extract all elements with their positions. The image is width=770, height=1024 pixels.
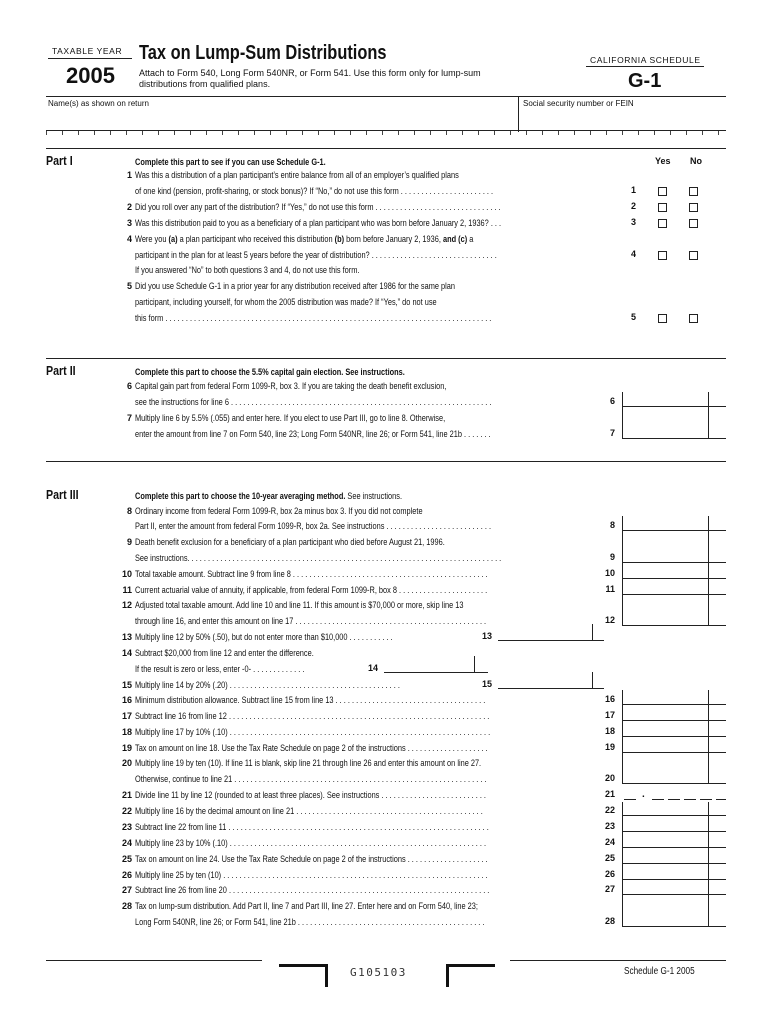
tick-mark [382,131,383,135]
line-13-amount-field[interactable] [498,640,604,641]
taxable-year-label: TAXABLE YEAR [52,46,123,56]
line-21-decimal-digit-3[interactable] [684,799,696,800]
line-10-amount-field[interactable] [622,578,726,579]
line-3-no-checkbox[interactable] [689,219,698,228]
tick-mark [286,131,287,135]
line-21-decimal-digit-2[interactable] [668,799,680,800]
line-text: Subtract $20,000 from line 12 and enter the difference. [135,648,314,658]
line-14-amount-field[interactable] [384,672,488,673]
form-title-text: Tax on Lump-Sum Distributions [139,42,387,64]
cents-divider [708,516,709,626]
tick-mark [622,131,623,135]
part-1-intro [114,156,368,168]
line-ref-23: 23 [604,821,615,831]
line-text: Multiply line 6 by 5.5% (.055) and enter here. If you elect to use Part III, go to line 8. Otherwise, [135,413,446,423]
line-7a [114,412,513,424]
line-number: 28 [121,901,132,911]
tick-mark [174,131,175,135]
line-25 [114,853,565,865]
line-number: 22 [121,806,132,816]
line-number: 20 [121,758,132,768]
line-22-amount-field[interactable] [622,815,726,816]
line-10 [114,568,565,580]
line-9-amount-field[interactable] [622,562,726,563]
line-24-amount-field[interactable] [622,847,726,848]
line-ref-6: 6 [609,396,615,406]
cents-divider [592,672,593,688]
line-1-no-checkbox[interactable] [689,187,698,196]
tick-mark [542,131,543,135]
line-text: If the result is zero or less, enter -0- . . . . . . . . . . . . . [135,664,305,674]
tick-mark [158,131,159,135]
line-number: 17 [121,711,132,721]
line-text: If you answered “No” to both questions 3 and 4, do not use this form. [135,265,360,275]
ssn-field-label: Social security number or FEIN [523,99,634,108]
line-text: Was this a distribution of a plan participant’s entire balance from all of an employer’s qualified plans [135,170,459,180]
line-text: Multiply line 16 by the decimal amount on line 21 . . . . . . . . . . . . . . . . . . . . . . . . . . . . . . . . . . . . . . . . . . . . . . [135,806,483,816]
line-text: of one kind (pension, profit-sharing, or stock bonus)? If “No,” do not use this form . . . . . . . . . . . . . . . . . . . . . . . [135,186,494,196]
part-3-intro [114,490,461,502]
line-28b [114,916,561,928]
line-5-yes-checkbox[interactable] [658,314,667,323]
line-20b [114,773,564,785]
line-ref-7: 7 [609,428,615,438]
part-2-rule [46,358,726,359]
line-21-decimal-digit-4[interactable] [700,799,712,800]
tick-mark [702,131,703,135]
decimal-point: . [642,789,645,800]
line-ref-18: 18 [604,726,615,736]
footer-rule [510,960,726,961]
line-ref-28: 28 [604,916,615,926]
form-subtitle [139,68,559,90]
part-1-label-text: Part I [46,153,73,168]
divider [48,58,132,59]
line-text: Otherwise, continue to line 21 . . . . . . . . . . . . . . . . . . . . . . . . . . . . . . . . . . . . . . . . . . . . . . . . . . . . . . . . . . . . . . [135,774,487,784]
form-id: G-1 [628,70,662,92]
line-18-amount-field[interactable] [622,736,726,737]
part-3-amount-column-lower [622,802,727,926]
line-ref-16: 16 [604,694,615,704]
line-number: 24 [121,838,132,848]
line-1-yes-checkbox[interactable] [658,187,667,196]
tick-mark [126,131,127,135]
line-22 [114,805,559,817]
line-number: 12 [121,600,132,610]
line-text: participant in the plan for at least 5 years before the year of distribution? . . . . . . . . . . . . . . . . . . . . . . . . . . . . . . . [135,250,497,260]
line-6-amount-field[interactable] [622,406,726,407]
part-1-intro-text: Complete this part to see if you can use Schedule G-1. [135,157,326,167]
line-number: 11 [122,585,132,595]
part-3-label [46,487,86,502]
line-text: participant, including yourself, for whom the 2005 distribution was made? If “Yes,” do not use [135,297,437,307]
tick-mark [62,131,63,135]
line-text: Multiply line 12 by 50% (.50), but do not enter more than $10,000 . . . . . . . . . . . [135,632,393,642]
line-text: Divide line 11 by line 12 (rounded to at least three places). See instructions . . . . . . . . . . . . . . . . . . . . . . . . . . [135,790,486,800]
line-6b [114,396,570,408]
tick-mark [78,131,79,135]
line-number: 6 [126,381,132,391]
line-ref-8: 8 [609,520,615,530]
line-text: Tax on amount on line 24. Use the Tax Rate Schedule on page 2 of the instructions . . . . . . . . . . . . . . . . . . . . [135,854,488,864]
tax-year: 2005 [66,63,115,88]
part-3-rule [46,461,726,462]
line-text: Capital gain part from federal Form 1099-R, box 3. If you are taking the death benefit exclusion, [135,381,447,391]
line-21 [114,789,563,801]
line-12b [114,615,563,627]
line-21-decimal-digit-5[interactable] [716,799,726,800]
line-number: 23 [121,822,132,832]
line-12a [114,599,536,611]
tick-mark [510,131,511,135]
line-ref-17: 17 [604,710,615,720]
line-number: 4 [126,234,132,244]
line-1b [114,185,572,197]
tick-mark [414,131,415,135]
tick-mark [110,131,111,135]
line-text: Did you roll over any part of the distribution? If “Yes,” do not use this form . . . . . . . . . . . . . . . . . . . . . . . . . . . . . . . [135,202,501,212]
line-5c [114,312,570,324]
line-text: Part II, enter the amount from federal Form 1099-R, box 2a. See instructions . . . . . . . . . . . . . . . . . . . . . . . . . . [135,521,492,531]
line-4b [114,249,576,261]
tick-mark [670,131,671,135]
line-text: Total taxable amount. Subtract line 9 from line 8 . . . . . . . . . . . . . . . . . . . . . . . . . . . . . . . . . . . . . . . . . . . . . . . . [135,569,488,579]
form-title [139,42,441,65]
line-19 [114,742,565,754]
line-ref-19: 19 [604,742,615,752]
line-16-amount-field[interactable] [622,704,726,705]
line-11-amount-field[interactable] [622,594,726,595]
line-text: See instructions. . . . . . . . . . . . . . . . . . . . . . . . . . . . . . . . . . . . . . . . . . . . . . . . . . . . . . . . . . . . . . . . . . . . . . . . . . . . . [135,553,502,563]
line-11 [114,584,565,596]
line-text: through line 16, and enter this amount on line 17 . . . . . . . . . . . . . . . . . . . . . . . . . . . . . . . . . . . . . . . . . . . . . . . [135,616,487,626]
line-number: 27 [121,885,132,895]
line-text: Tax on amount on line 18. Use the Tax Rate Schedule on page 2 of the instructions . . . . . . . . . . . . . . . . . . . . [135,743,488,753]
line-ref-9: 9 [609,552,615,562]
tick-mark [222,131,223,135]
line-ref-4: 4 [630,249,636,259]
tick-mark [206,131,207,135]
line-number: 10 [121,569,132,579]
line-text: Current actuarial value of annuity, if applicable, from federal Form 1099-R, box 8 . . . . . . . . . . . . . . . . . . . . . . [135,585,488,595]
line-19-amount-field[interactable] [622,752,726,753]
part-2-intro-text: Complete this part to choose the 5.5% capital gain election. See instructions. [135,367,405,377]
line-text: Multiply line 14 by 20% (.20) . . . . . . . . . . . . . . . . . . . . . . . . . . . . . . . . . . . . . . . . . . [135,680,400,690]
scan-corner-mark [279,964,328,987]
tick-mark [398,131,399,135]
tick-mark [190,131,191,135]
line-3 [114,217,581,229]
tick-mark [318,131,319,135]
part-3-amount-column-upper [622,516,727,626]
line-4c [114,264,409,276]
line-number: 25 [121,854,132,864]
line-2 [114,201,581,213]
tick-mark [654,131,655,135]
tick-mark [94,131,95,135]
subtitle-line-1: Attach to Form 540, Long Form 540NR, or Form 541. Use this form only for lump-sum [139,68,481,78]
line-text: Death benefit exclusion for a beneficiary of a plan participant who died before August 21, 1996. [135,537,445,547]
line-23-amount-field[interactable] [622,831,726,832]
line-14a [114,647,353,659]
line-21-decimal-digit-1[interactable] [652,799,664,800]
line-number: 2 [126,202,132,212]
line-number: 7 [126,413,132,423]
line-28a [114,900,553,912]
names-field-label: Name(s) as shown on return [48,99,149,108]
line-text: see the instructions for line 6 . . . . . . . . . . . . . . . . . . . . . . . . . . . . . . . . . . . . . . . . . . . . . . . . . . . . . . . . . . . . . . . . [135,397,492,407]
part-1-label [46,153,79,168]
line-15-amount-field[interactable] [498,688,604,689]
tick-mark [590,131,591,135]
schedule-label: CALIFORNIA SCHEDULE [590,55,701,65]
tick-mark [350,131,351,135]
line-1a [114,169,530,181]
line-20-amount-field[interactable] [622,783,726,784]
line-ref-27: 27 [604,884,615,894]
line-4a [114,233,548,245]
tick-mark [462,131,463,135]
line-text: Multiply line 23 by 10% (.10) . . . . . . . . . . . . . . . . . . . . . . . . . . . . . . . . . . . . . . . . . . . . . . . . . . . . . . . . . . . . . . . [135,838,487,848]
line-text: Multiply line 19 by ten (10). If line 11 is blank, skip line 21 through line 26 and enter this amount on line 27. [135,758,482,768]
line-ref-3: 3 [630,217,636,227]
part-2-label-text: Part II [46,363,76,378]
footer-rule [46,960,262,961]
line-ref-1: 1 [630,185,636,195]
line-number: 21 [121,790,132,800]
line-number: 1 [126,170,132,180]
line-17 [114,710,567,722]
line-text: enter the amount from line 7 on Form 540, line 23; Long Form 540NR, line 26; or Form 541, line 21b . . . . . . . [135,429,491,439]
scan-corner-mark [446,964,495,987]
tick-mark [430,131,431,135]
tick-mark [254,131,255,135]
line-text: Subtract line 22 from line 11 . . . . . . . . . . . . . . . . . . . . . . . . . . . . . . . . . . . . . . . . . . . . . . . . . . . . . . . . . . . . . . . . [135,822,489,832]
tick-mark [606,131,607,135]
tick-mark [302,131,303,135]
line-ref-11: 11 [605,584,615,594]
line-ref-21: 21 [604,789,615,799]
line-20a [114,757,557,769]
line-8b [114,520,569,532]
tick-mark [494,131,495,135]
line-text: Long Form 540NR, line 26; or Form 541, line 21b . . . . . . . . . . . . . . . . . . . . . . . . . . . . . . . . . . . . . . . . . . . . . . [135,917,485,927]
line-15 [114,679,458,691]
tick-mark [526,131,527,135]
tick-mark [446,131,447,135]
line-17-amount-field[interactable] [622,720,726,721]
line-27 [114,884,567,896]
line-7-amount-field[interactable] [622,438,726,439]
line-7b [114,428,569,440]
line-text: Minimum distribution allowance. Subtract line 15 from line 13 . . . . . . . . . . . . . . . . . . . . . . . . . . . . . . . . . . . . . [135,695,486,705]
line-text: Were you (a) a plan participant who received this distribution (b) born before January 2, 1936, and (c) a [135,234,474,244]
tick-mark [238,131,239,135]
line-ref-22: 22 [604,805,615,815]
line-4-no-checkbox[interactable] [689,251,698,260]
line-25-amount-field[interactable] [622,863,726,864]
tick-mark [334,131,335,135]
tick-mark [686,131,687,135]
line-3-yes-checkbox[interactable] [658,219,667,228]
line-18 [114,726,568,738]
line-ref-10: 10 [604,568,615,578]
part-3-intro-text: Complete this part to choose the 10-year averaging method. See instructions. [135,491,402,501]
line-13 [114,631,449,643]
tick-mark [638,131,639,135]
line-ref-25: 25 [604,853,615,863]
line-text: Multiply line 25 by ten (10) . . . . . . . . . . . . . . . . . . . . . . . . . . . . . . . . . . . . . . . . . . . . . . . . . . . . . . . . . . . . . . . . . [135,870,488,880]
part-1-rule [46,148,726,149]
line-5b [114,296,503,308]
cents-divider [708,392,709,438]
line-27-amount-field[interactable] [622,894,726,895]
line-26-amount-field[interactable] [622,879,726,880]
line-number: 13 [121,632,132,642]
line-8a [114,505,486,517]
line-number: 3 [126,218,132,228]
line-text: Was this distribution paid to you as a beneficiary of a plan participant who was born before January 2, 1936? . . . [135,218,502,228]
divider [46,96,726,97]
line-24 [114,837,563,849]
line-12-amount-field[interactable] [622,625,726,626]
line-5-no-checkbox[interactable] [689,314,698,323]
divider [586,66,704,67]
yes-header: Yes [655,156,671,166]
line-ref-2: 2 [630,201,636,211]
line-number: 5 [126,281,132,291]
line-number: 18 [121,727,132,737]
line-ref-24: 24 [604,837,615,847]
form-code: G105103 [350,966,407,979]
line-number: 19 [121,743,132,753]
tick-mark [478,131,479,135]
line-9a [114,536,513,548]
line-text: Tax on lump-sum distribution. Add Part II, line 7 and Part III, line 27. Enter here and on Form 540, line 23; [135,901,478,911]
line-28-amount-field[interactable] [622,926,726,927]
line-ref-20: 20 [604,773,615,783]
line-number: 8 [126,506,132,516]
part-3-label-text: Part III [46,487,79,502]
line-text: Ordinary income from federal Form 1099-R, box 2a minus box 3. If you did not complete [135,506,423,516]
line-text: Subtract line 16 from line 12 . . . . . . . . . . . . . . . . . . . . . . . . . . . . . . . . . . . . . . . . . . . . . . . . . . . . . . . . . . . . . . . . [135,711,490,721]
line-text: Multiply line 17 by 10% (.10) . . . . . . . . . . . . . . . . . . . . . . . . . . . . . . . . . . . . . . . . . . . . . . . . . . . . . . . . . . . . . . . . [135,727,491,737]
line-number: 14 [121,648,132,658]
line-text: Did you use Schedule G-1 in a prior year for any distribution received after 1986 for the same plan [135,281,455,291]
line-ref-5: 5 [630,312,636,322]
tick-mark [574,131,575,135]
line-text: this form . . . . . . . . . . . . . . . . . . . . . . . . . . . . . . . . . . . . . . . . . . . . . . . . . . . . . . . . . . . . . . . . . . . . . . . . . . . . . . . . [135,313,492,323]
cents-divider [474,656,475,672]
line-16 [114,694,562,706]
tick-mark [366,131,367,135]
part-2-label [46,363,82,378]
line-2-no-checkbox[interactable] [689,203,698,212]
cents-divider [708,802,709,926]
divider [518,96,519,132]
subtitle-line-2: distributions from qualified plans. [139,79,271,89]
tick-mark [142,131,143,135]
names-input[interactable] [46,110,516,130]
line-21-whole-digit[interactable] [624,799,636,800]
line-text: Adjusted total taxable amount. Add line 10 and line 11. If this amount is $70,000 or more, skip line 13 [135,600,464,610]
footer-schedule-label [624,966,710,977]
line-9b [114,552,582,564]
line-ref-13: 13 [481,631,492,641]
line-2-yes-checkbox[interactable] [658,203,667,212]
line-5a [114,280,525,292]
tick-mark [718,131,719,135]
line-number: 9 [126,537,132,547]
character-tick-row [46,130,726,137]
line-ref-15: 15 [481,679,492,689]
line-6a [114,380,515,392]
line-4-yes-checkbox[interactable] [658,251,667,260]
line-ref-14: 14 [367,663,378,673]
line-23 [114,821,566,833]
ssn-input[interactable] [520,110,726,130]
line-number: 15 [121,680,132,690]
part-2-intro [114,366,464,378]
line-ref-12: 12 [604,615,615,625]
footer-schedule-text: Schedule G-1 2005 [624,966,695,977]
line-number: 16 [121,695,132,705]
line-14b [114,663,342,675]
line-ref-26: 26 [604,869,615,879]
line-8-amount-field[interactable] [622,530,726,531]
part-2-amount-column [622,392,727,438]
line-26 [114,869,565,881]
cents-divider [592,624,593,640]
tick-mark [46,131,47,135]
line-text: Subtract line 26 from line 20 . . . . . . . . . . . . . . . . . . . . . . . . . . . . . . . . . . . . . . . . . . . . . . . . . . . . . . . . . . . . . . . . [135,885,490,895]
no-header: No [690,156,702,166]
tick-mark [270,131,271,135]
line-number: 26 [121,870,132,880]
tick-mark [558,131,559,135]
